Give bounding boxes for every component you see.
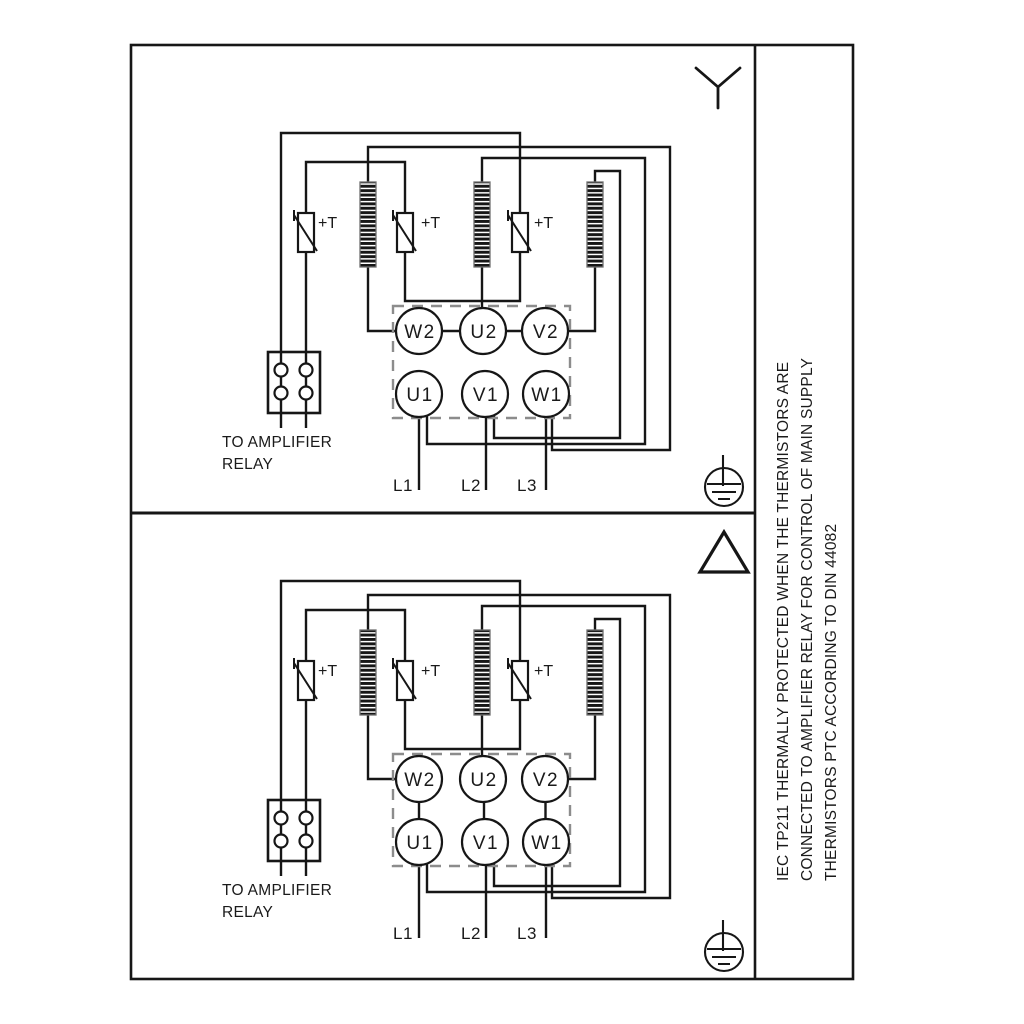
terminal-w2 [396,308,442,354]
supply-label-l1: L1 [393,924,413,943]
terminal-u2 [460,756,506,802]
svg-text:V1: V1 [472,833,500,854]
terminal-u1 [396,819,442,865]
terminal-u1 [396,371,442,417]
svg-text:V1: V1 [472,385,500,406]
supply-label-l2: L2 [461,924,481,943]
svg-text:U2: U2 [470,770,498,791]
side-note [775,358,840,881]
motor-winding-3 [587,182,603,267]
thermistor-2 [393,658,440,700]
side-note-line-2: CONNECTED TO AMPLIFIER RELAY FOR CONTROL OF MAIN SUPPLY [799,357,816,881]
supply-label-l3: L3 [517,476,537,495]
terminal-v1 [462,371,508,417]
panel-delta-connection [222,532,748,971]
svg-text:W2: W2 [404,770,436,791]
terminal-w1 [523,819,569,865]
terminal-u2 [460,308,506,354]
supply-label-l1: L1 [393,476,413,495]
svg-text:W1: W1 [531,833,563,854]
earth-ground-icon [705,920,743,971]
side-note-line-1: IEC TP211 THERMALLY PROTECTED WHEN THE THERMISTORS ARE [775,361,792,881]
thermistor-3 [508,210,553,252]
thermistor-2 [393,210,440,252]
svg-text:W2: W2 [404,322,436,343]
star-connection-icon [696,68,740,108]
relay-caption-line-2: RELAY [222,456,274,473]
svg-text:V2: V2 [532,770,560,791]
motor-winding-1 [360,182,376,267]
supply-label-l3: L3 [517,924,537,943]
thermistor-3-label: +T [534,663,554,680]
svg-text:V2: V2 [532,322,560,343]
thermistor-3-label: +T [534,215,554,232]
terminal-w1 [523,371,569,417]
terminal-v2 [522,308,568,354]
motor-winding-2 [474,630,490,715]
delta-connection-icon [700,532,748,572]
terminal-v1 [462,819,508,865]
thermistor-3 [508,658,553,700]
thermistor-1-label: +T [318,215,338,232]
svg-text:U2: U2 [470,322,498,343]
delta-bridge-links [419,802,546,819]
relay-caption-line-1: TO AMPLIFIER [222,434,333,451]
terminal-w2 [396,756,442,802]
relay-caption-line-1: TO AMPLIFIER [222,882,333,899]
relay-terminal-box [268,800,320,861]
motor-winding-2 [474,182,490,267]
thermistor-1-label: +T [318,663,338,680]
thermistor-2-label: +T [421,215,441,232]
svg-text:W1: W1 [531,385,563,406]
panel-star-connection [222,68,743,506]
thermistor-1 [294,210,337,252]
svg-text:U1: U1 [406,385,434,406]
relay-caption-line-2: RELAY [222,904,274,921]
thermistor-2-label: +T [421,663,441,680]
relay-terminal-box [268,352,320,413]
terminal-v2 [522,756,568,802]
motor-winding-3 [587,630,603,715]
supply-label-l2: L2 [461,476,481,495]
side-note-line-3: THERMISTORS PTC ACCORDING TO DIN 44082 [823,523,840,881]
thermistor-1 [294,658,337,700]
motor-winding-1 [360,630,376,715]
earth-ground-icon [705,455,743,506]
svg-text:U1: U1 [406,833,434,854]
